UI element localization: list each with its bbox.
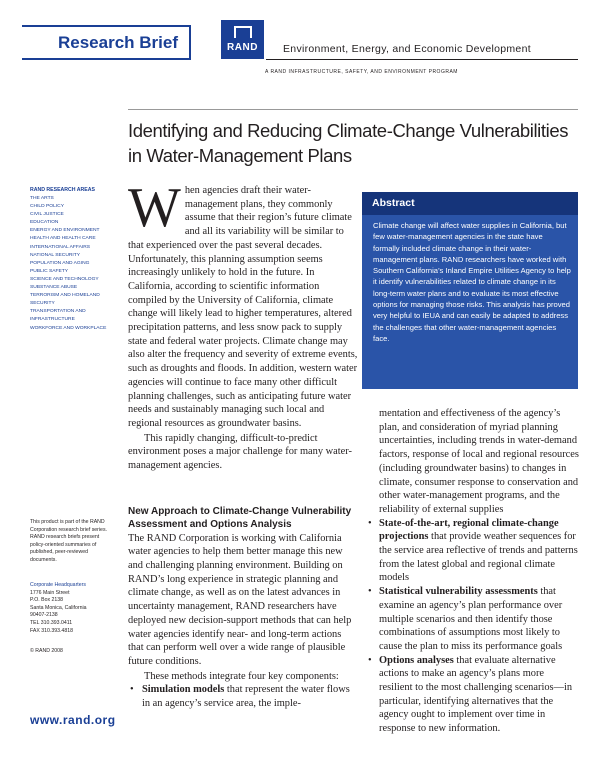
research-area-item[interactable]: THE ARTS (30, 196, 54, 201)
address-line: P.O. Box 2138 (30, 597, 64, 604)
abstract-text: Climate change will affect water supplies in California, but few water-management agencies in the state have formally included climate change in their water-management plans. RAND researchers have worked with Southern California’s Inland Empire Utilities Agency to help it identify vulnerabilities related to climate change in its long-term water plans and to evaluate its most effective options for managing those risks. This analysis has proved very helpful to IEUA and can easily be adapted to address the challenges that other water-management agencies face. (373, 221, 571, 343)
copyright: © RAND 2008 (30, 648, 63, 654)
research-area-item[interactable]: NATIONAL SECURITY (30, 252, 80, 258)
abstract-heading: Abstract (362, 192, 578, 215)
phone-line: TEL 310.393.0411 (30, 619, 73, 626)
main-column-bottom (128, 506, 358, 711)
list-item-text: that provide weather sequences for the service area reflective of trends and patterns from the latest global and regional climate models (379, 531, 578, 584)
website-link[interactable]: www.rand.org (30, 713, 116, 727)
research-area-item[interactable]: TRANSPORTATION AND INFRASTRUCTURE (30, 309, 86, 323)
research-area-item[interactable]: WORKFORCE AND WORKPLACE (30, 325, 107, 331)
rand-logo-text: RAND (227, 42, 258, 53)
drop-cap: W (128, 177, 181, 239)
research-area-item[interactable]: POPULATION AND AGING (30, 260, 90, 266)
rand-logo-mark-icon (234, 26, 252, 38)
program-name: Environment, Energy, and Economic Development (283, 43, 531, 55)
list-item (128, 683, 358, 710)
list-item-text: that evaluate alternative actions to make an agency’s plans more resilient to the most challenging scenarios—in particular, identifying alternatives that the agency ought to implement over time in response to new information. (379, 654, 573, 735)
list-item (369, 585, 579, 654)
headquarters-heading: Corporate Headquarters (30, 582, 86, 588)
research-area-item[interactable]: PUBLIC SAFETY (30, 268, 69, 274)
paragraph: This rapidly changing, difficult-to-predict environment poses a major challenge for many water-management agencies. (128, 432, 352, 472)
page-title (128, 118, 578, 168)
list-item-bold: Statistical vulnerability assessments (379, 586, 538, 598)
title-line-2: in Water-Management Plans (128, 145, 352, 166)
list-item-text: that represent the water flows in an agency’s service area, the imple- (142, 684, 350, 710)
research-area-item[interactable]: CHILD POLICY (30, 204, 64, 210)
list-item-bold: Options analyses (379, 654, 454, 666)
paragraph: These methods integrate four key components: (144, 670, 339, 682)
main-column-top (128, 177, 358, 473)
research-area-item[interactable]: SCIENCE AND TECHNOLOGY (30, 276, 99, 282)
series-note: This product is part of the RAND Corporation research brief series. RAND research briefs present policy-oriented summaries of published, peer-reviewed documents. (30, 519, 107, 563)
right-column (369, 407, 579, 736)
rand-logo (221, 20, 264, 59)
title-divider (128, 109, 578, 110)
paragraph: The RAND Corporation is working with California water agencies to help them better manage this new and challenging planning environment. Building on RAND’s long experience in strategic planning and climate change, as well as on the latest advances in uncertainty management, RAND researchers have deployed new decision-support methods that can help water agencies identify near- and long-term actions that can perform well over a wide range of plausible future conditions. (128, 532, 352, 667)
research-area-item[interactable]: TERRORISM AND HOMELAND SECURITY (30, 293, 100, 307)
research-area-item[interactable]: SUBSTANCE ABUSE (30, 285, 78, 291)
address-line: Santa Monica, California (30, 604, 87, 611)
intro-text: hen agencies draft their water-management plans, they commonly assume that their region’s future climate and all its variability will be similar to that experienced over the past several decades. Unfortunately, this planning assumption seems increasingly unlikely to hold in the future. In California, according to scientific information compiled by the University of California, climate change will likely lead to higher temperatures, altered precipitation patterns, and less snow pack to supply state and federal water projects. Climate change may also alter the frequency and severity of extreme events, such as droughts and floods. In addition, western water agencies will continue to face many other difficult planning challenges, such as anticipating future water needs and sustainably managing such local and regional resources as groundwater basins. (128, 185, 358, 429)
contact-block (30, 582, 112, 635)
research-area-item[interactable]: INTERNATIONAL AFFAIRS (30, 244, 91, 250)
components-list (128, 683, 358, 710)
list-item-bold: State-of-the-art, regional climate-change projections (379, 517, 559, 543)
components-list-continued (369, 517, 579, 736)
list-item-text: that examine an agency’s plan performance over multiple scenarios and then identify those combinations of assumptions most likely to cause the plan to miss its performance goals (379, 586, 563, 652)
list-item (369, 654, 579, 736)
title-line-1: Identifying and Reducing Climate-Change Vulnerabilities (128, 120, 569, 141)
research-area-item[interactable]: HEALTH AND HEALTH CARE (30, 236, 96, 242)
address-line: 90407-2138 (30, 612, 58, 619)
program-subtitle: A RAND INFRASTRUCTURE, SAFETY, AND ENVIRONMENT PROGRAM (265, 69, 458, 75)
research-brief-label: Research Brief (22, 25, 191, 60)
research-area-item[interactable]: CIVIL JUSTICE (30, 212, 64, 218)
intro-paragraph (128, 177, 358, 431)
list-item (369, 517, 579, 586)
section-heading: New Approach to Climate-Change Vulnerability Assessment and Options Analysis (128, 506, 352, 530)
research-area-item[interactable]: EDUCATION (30, 220, 59, 226)
research-areas-heading: RAND RESEARCH AREAS (30, 187, 95, 193)
continued-text: mentation and effectiveness of the agency’s plan, and consideration of myriad planning uncertainties, including trends in water-demand factors, response of local and regional resources (including groundwater basins) to changes in climate, consumer response to conservation and other water-management programs, and the reliability of external supplies (379, 408, 579, 515)
list-item-bold: Simulation models (142, 684, 225, 696)
fax-line: FAX 310.393.4818 (30, 627, 73, 634)
address-line: 1776 Main Street (30, 589, 70, 596)
header-divider (266, 59, 578, 60)
research-areas-list (30, 186, 112, 333)
research-area-item[interactable]: ENERGY AND ENVIRONMENT (30, 228, 100, 234)
